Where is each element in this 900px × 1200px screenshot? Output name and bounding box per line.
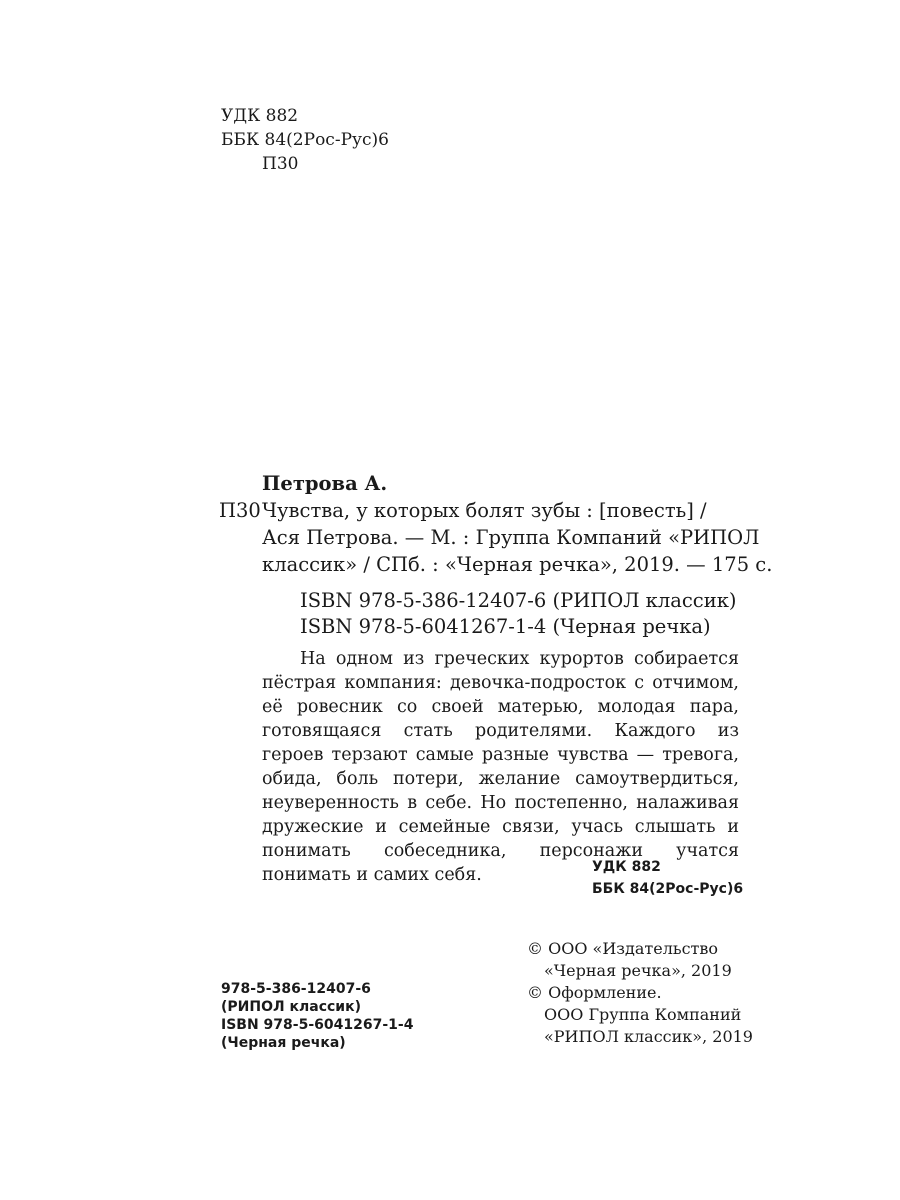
annotation-text: На одном из греческих курортов собирается пёстрая компания: девочка-подросток с отчимом, её ровесник со своей матерью, молодая пара, готовящаяся стать родителями. Каждого из героев терзают самые разные чувства — тревога, обида, боль потери, желание самоутвердиться, неуверенность в себе. Но постепенно, налаживая дружеские и семейные связи, учась слышать и понимать собеседника, персонажи учатся понимать и самих себя. <box>262 649 739 885</box>
record-bbk: ББК 84(2Рос-Рус)6 <box>592 881 744 897</box>
isbn-block-line-1: 978-5-386-12407-6 <box>221 981 371 997</box>
copyright-line-5: «РИПОЛ классик», 2019 <box>544 1027 753 1046</box>
copyright-line-2: «Черная речка», 2019 <box>544 961 732 980</box>
description-line-3: классик» / СПб. : «Черная речка», 2019. — 175 с. <box>262 553 773 576</box>
header-bbk: ББК 84(2Рос-Рус)6 <box>221 130 389 150</box>
description-line-2: Ася Петрова. — М. : Группа Компаний «РИПОЛ <box>262 526 760 549</box>
annotation <box>262 647 739 887</box>
author-heading: Петрова А. <box>262 472 388 495</box>
copyright-line-1: © ООО «Издательство <box>527 939 719 958</box>
record-author-mark: П30 <box>219 499 261 522</box>
copyright-line-4: ООО Группа Компаний <box>544 1005 742 1024</box>
copyright-line-3: © Оформление. <box>527 983 662 1002</box>
header-author-mark: П30 <box>262 154 299 174</box>
description-line-1: Чувства, у которых болят зубы : [повесть] / <box>262 499 707 522</box>
isbn-line-ripol: ISBN 978-5-386-12407-6 (РИПОЛ классик) <box>300 589 737 612</box>
isbn-line-chernaya-rechka: ISBN 978-5-6041267-1-4 (Черная речка) <box>300 615 711 638</box>
isbn-block-line-3: ISBN 978-5-6041267-1-4 <box>221 1017 414 1033</box>
isbn-block-line-4: (Черная речка) <box>221 1035 346 1051</box>
isbn-block-line-2: (РИПОЛ классик) <box>221 999 362 1015</box>
header-udk: УДК 882 <box>221 106 299 126</box>
record-udk: УДК 882 <box>592 859 661 875</box>
